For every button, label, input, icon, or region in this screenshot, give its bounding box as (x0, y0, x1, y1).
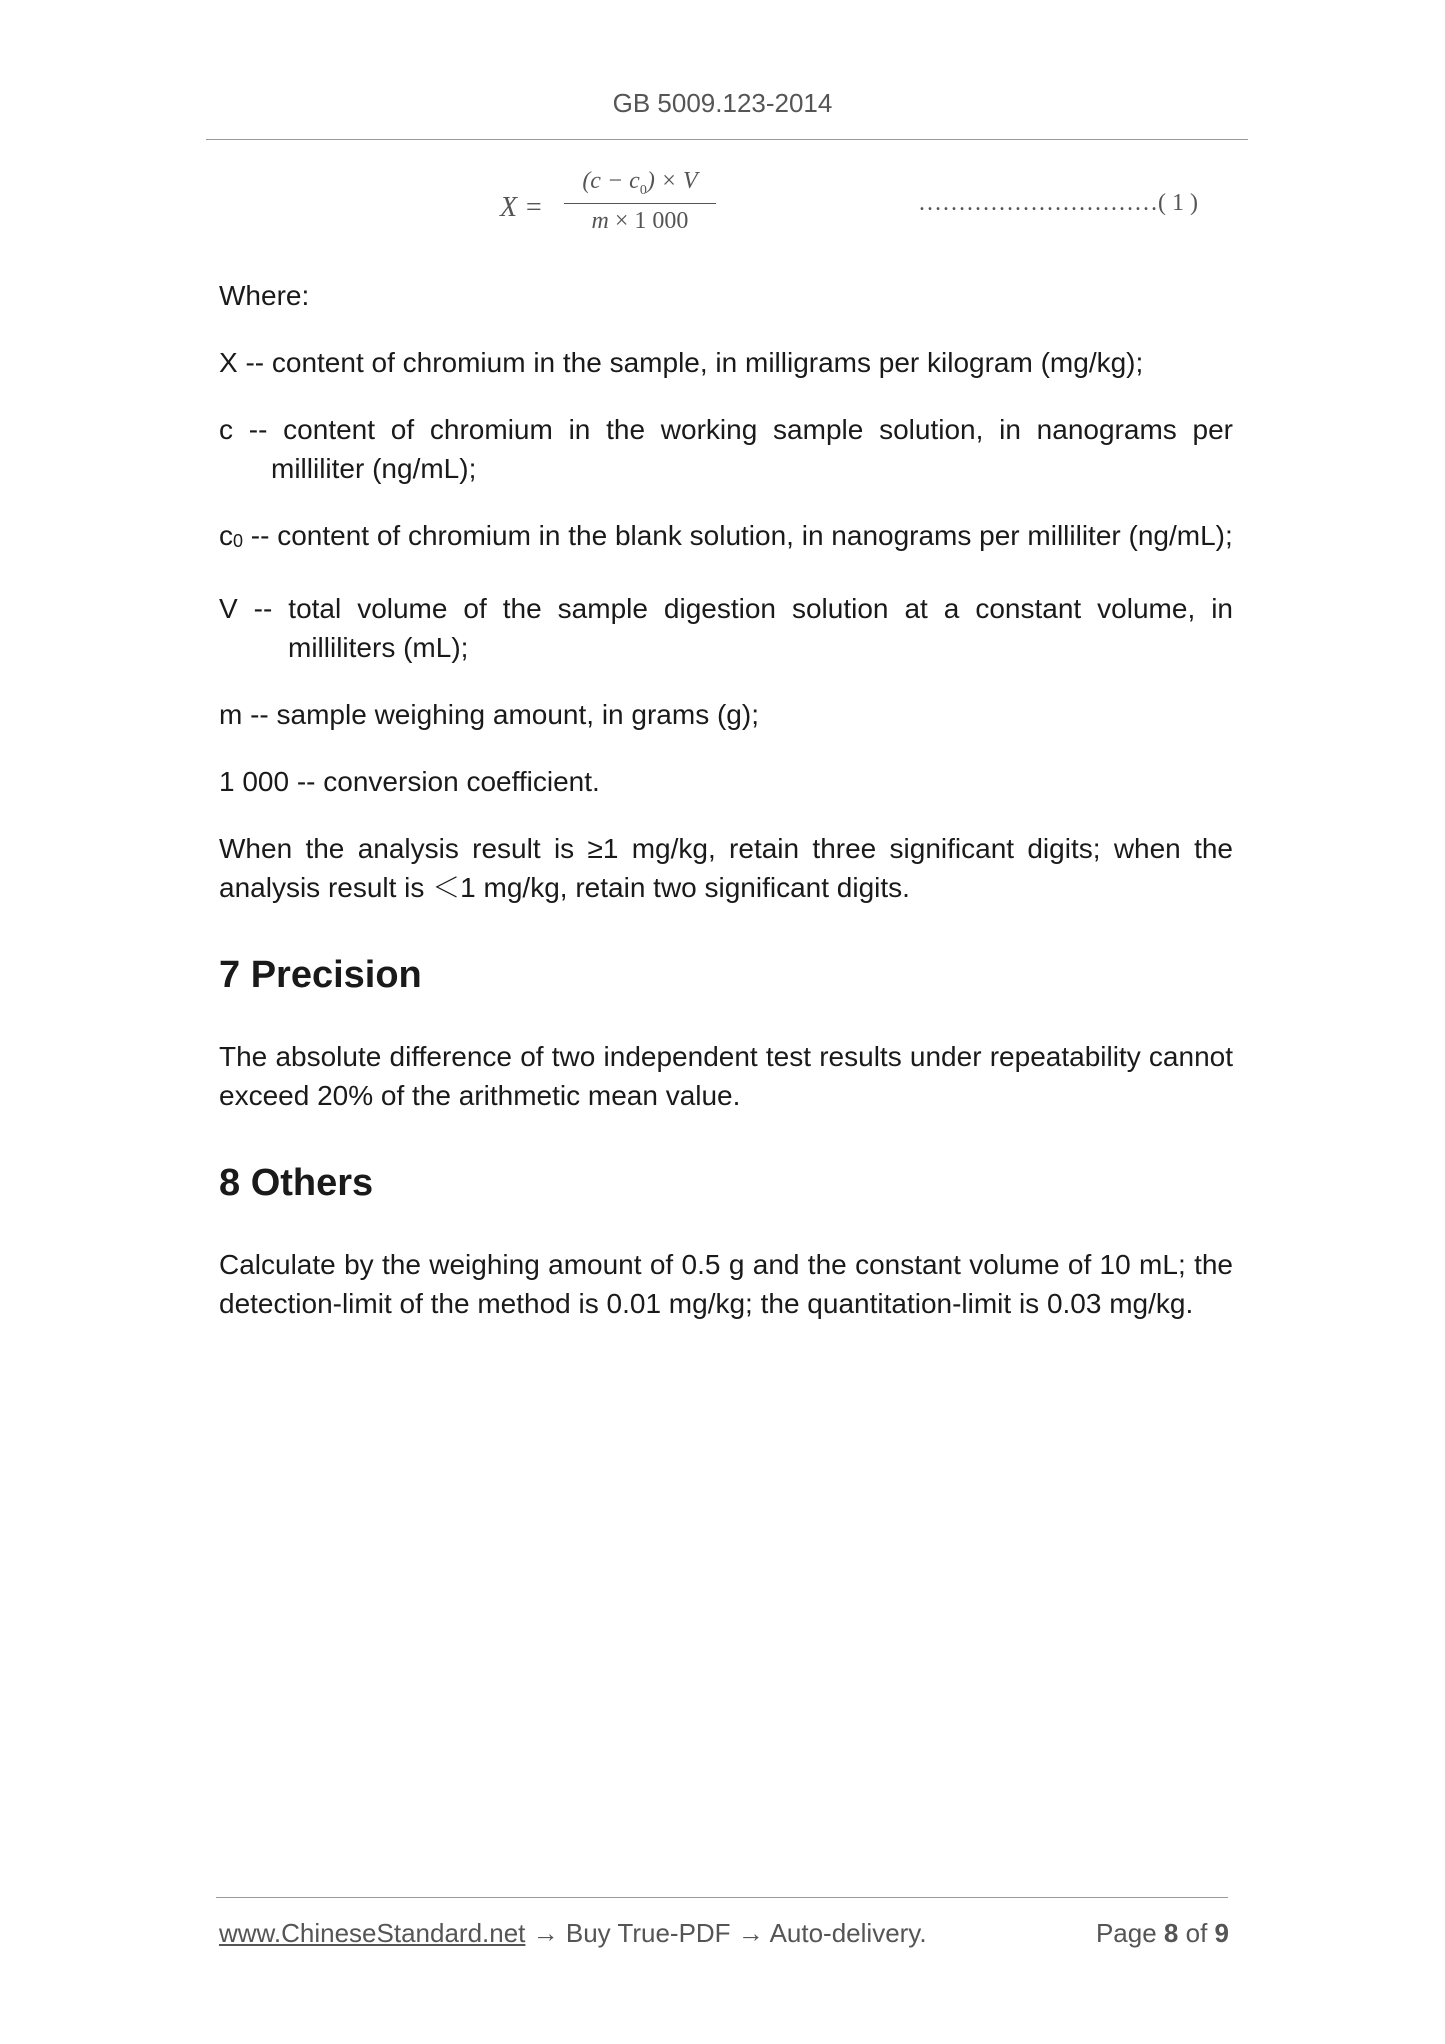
definition-c0 (219, 516, 1233, 561)
formula-denominator (560, 204, 720, 235)
page-header-title: GB 5009.123-2014 (612, 88, 833, 118)
page-indicator (1096, 1918, 1229, 1949)
denominator-rest: × 1 000 (608, 207, 689, 234)
page-label: Page (1095, 1918, 1157, 1948)
where-label: Where: (219, 280, 310, 311)
definition-c0-subscript: 0 (233, 531, 244, 551)
website-link[interactable]: www.ChineseStandard.net (219, 1918, 526, 1948)
definition-c: c -- content of chromium in the working sample solution, in nanograms per milliliter (ng/mL); (219, 414, 1233, 484)
definition-c0-text: -- content of chromium in the blank solution, in nanograms per milliliter (ng/mL); (243, 520, 1233, 551)
section-7-heading: 7 Precision (219, 954, 422, 996)
page-of-label: of (1185, 1918, 1208, 1948)
footer-divider (216, 1897, 1228, 1898)
section-8-text: Calculate by the weighing amount of 0.5 g and the constant volume of 10 mL; the detection-limit of the method is 0.01 mg/kg; the quantitation-limit is 0.03 mg/kg. (219, 1249, 1233, 1319)
result-rule-paragraph: When the analysis result is ≥1 mg/kg, retain three significant digits; when the analysis result is ＜1 mg/kg, retain two significant digits. (219, 833, 1233, 903)
section-8-heading: 8 Others (219, 1162, 374, 1204)
document-body (219, 276, 1233, 1351)
formula-lhs: X = (500, 192, 543, 223)
page-current: 8 (1163, 1918, 1179, 1948)
header-divider (206, 139, 1248, 140)
numerator-open: (c − c (582, 168, 640, 194)
denominator-var: m (591, 207, 609, 234)
definition-1000: 1 000 -- conversion coefficient. (219, 766, 600, 797)
footer-left (219, 1918, 927, 1949)
section-7-text: The absolute difference of two independent test results under repeatability cannot exceed 20% of the arithmetic mean value. (219, 1041, 1233, 1111)
formula-fraction (560, 168, 720, 235)
numerator-subscript: 0 (639, 182, 647, 198)
page-total: 9 (1214, 1918, 1229, 1948)
numerator-close: ) × V (646, 168, 698, 194)
definition-v: V -- total volume of the sample digestion solution at a constant volume, in milliliters (mL); (219, 593, 1233, 663)
equation-number: …………………………( 1 ) (918, 190, 1198, 216)
definition-c0-symbol: c (219, 520, 233, 551)
definition-m: m -- sample weighing amount, in grams (g); (219, 699, 759, 730)
formula-numerator (560, 168, 720, 203)
footer-tagline: → Buy True-PDF → Auto-delivery. (525, 1918, 927, 1948)
definition-x: X -- content of chromium in the sample, in milligrams per kilogram (mg/kg); (219, 347, 1144, 378)
